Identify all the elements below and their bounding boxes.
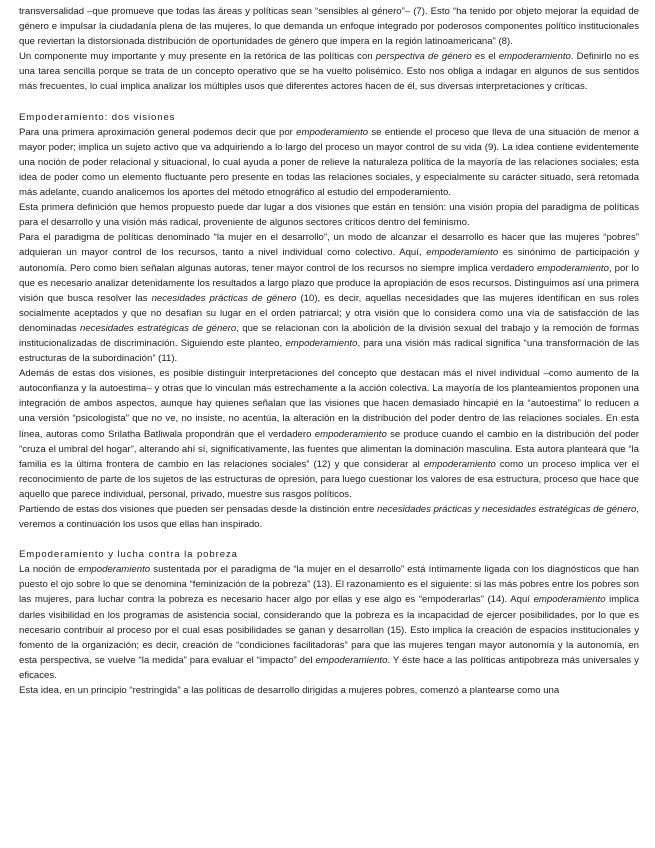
section2-paragraph-2: Esta idea, en un principio “restringida” a las políticas de desarrollo dirigidas a mujeres pobres, comenzó a plantearse como una (19, 685, 560, 697)
section1-paragraph-1: Para una primera aproximación general podemos decir que por empoderamiento se entiende el proceso que lleva de una situación de menor a mayor poder; implica un sujeto activo que va adquiriendo a lo largo del proceso un mayor control de su vida (9). La idea contiene evidentemente una noción de poder relacional y situacional, lo cual ayuda a poner de relieve la naturaleza política de la mayoría de las relaciones sociales; esta idea de poder como un elemento fluctuante pero presente en todas las relaciones sociales, y especialmente su carácter situado, será retomada más adelante, cuando analicemos los aportes del método etnográfico al estudio del empoderamiento. (19, 126, 639, 199)
section-heading-empoderamiento: Empoderamiento: dos visiones (19, 111, 176, 123)
section-heading-pobreza: Empoderamiento y lucha contra la pobreza (19, 549, 238, 561)
section1-paragraph-2: Esta primera definición que hemos propuesto puede dar lugar a dos visiones que están en tensión: una visión propia del paradigma de políticas para el desarrollo y una visión más radical, proveniente de algunos sectores críticos dentro del feminismo. (19, 202, 639, 229)
section1-paragraph-5: Partiendo de estas dos visiones que pueden ser pensadas desde la distinción entre necesidades prácticas y necesidades estratégicas de género, veremos a continuación los usos que ellas han inspirado. (19, 504, 639, 531)
section1-paragraph-3: Para el paradigma de políticas denominado “la mujer en el desarrollo”, un modo de alcanzar el desarrollo es hacer que las mujeres “pobres” adquieran un mayor control de los recursos, tanto a nivel individual como colectivo. Aquí, empoderamiento es sinónimo de participación y autonomía. Pero como bien señalan algunas autoras, tener mayor control de los recursos no siempre implica verdadero empoderamiento, por lo que es necesario analizar detenidamente los resultados a largo plazo que produce la apropiación de esos recursos. Distinguimos así una primera visión que busca resolver las necesidades prácticas de género (10), es decir, aquellas necesidades que las mujeres identifican en sus roles socialmente aceptados y que no desafían su lugar en el orden patriarcal; y otra visión que lo considera como una vía de satisfacción de las denominadas necesidades estratégicas de género, que se relacionan con la abolición de la división sexual del trabajo y la remoción de formas institucionalizadas de discriminación. Siguiendo este planteo, empoderamiento, para una visión más radical significa “una transformación de las estructuras de la subordinación” (11). (19, 232, 639, 365)
intro-paragraph-1: transversalidad –que promueve que todas las áreas y políticas sean “sensibles al género”– (7). Esto “ha tenido por objeto mejorar la equidad de género e impulsar la ciudadanía plena de las mujeres, lo que demanda un enfoque integrado por poderosos componentes político institucionales que reviertan la distorsionada distribución de oportunidades de género que impera en la región latinoamericana” (8). (19, 6, 639, 48)
intro-paragraph-2: Un componente muy importante y muy presente en la retórica de las políticas con perspectiva de género es el empoderamiento. Definirlo no es una tarea sencilla porque se trata de un concepto operativo que se ha vuelto polisémico. Esto nos obliga a indagar en algunos de sus sentidos más frecuentes, lo cual implica analizar los múltiples usos que diferentes actores hacen de él, sus diversas interpretaciones y críticas. (19, 51, 639, 93)
section1-paragraph-4: Además de estas dos visiones, es posible distinguir interpretaciones del concepto que destacan más el nivel individual –como aumento de la autoconfianza y la autoestima– y otras que lo vinculan más estrechamente a la acción colectiva. La mayoría de los planteamientos proponen una integración de ambos aspectos, aunque hay quienes señalan que las visiones que hacen demasiado hincapié en la “autoestima” lo reducen a una versión “psicologista” que no ve, no insiste, no acentúa, la alteración en la distribución del poder dentro de las relaciones sociales. En esta línea, autoras como Srilatha Batliwala propondrán que el verdadero empoderamiento se produce cuando el cambio en la distribución del poder “cruza el umbral del hogar”, alterando ahí sí, significativamente, las fuentes que alimentan la dominación masculina. Esta autora planteará que “la familia es la última frontera de cambio en las relaciones sociales” (12) y que considerar al empoderamiento como un proceso implica ver el reconocimiento de parte de los sujetos de las estructuras de opresión, para luego cuestionar los valores de esa estructura, proceso que hace que aquello que parece individual, personal, privado, muestre sus rasgos políticos. (19, 368, 639, 500)
section2-paragraph-1: La noción de empoderamiento sustentada por el paradigma de “la mujer en el desarrollo” está íntimamente ligada con los diagnósticos que han puesto el ojo sobre lo que se denomina “feminización de la pobreza” (13). El razonamiento es el siguiente: si las más pobres entre los pobres son las mujeres, para luchar contra la pobreza es necesario hacer algo por ellas y ese algo es “empoderarlas” (14). Aquí empoderamiento implica darles visibilidad en los programas de asistencia social, considerando que la pobreza es la incapacidad de ejercer posibilidades, por lo que es necesario contribuir al proceso por el cual esas posibilidades se ganan y desarrollan (15). Esto implica la creación de espacios institucionales y fomento de la organización; es decir, creación de “condiciones facilitadoras” para que las mujeres tengan mayor autonomía y la autonomía, en esta perspectiva, se vuelve “la medida” para evaluar el “impacto” del empoderamiento. Y éste hace a las políticas antipobreza más universales y eficaces. (19, 564, 640, 681)
